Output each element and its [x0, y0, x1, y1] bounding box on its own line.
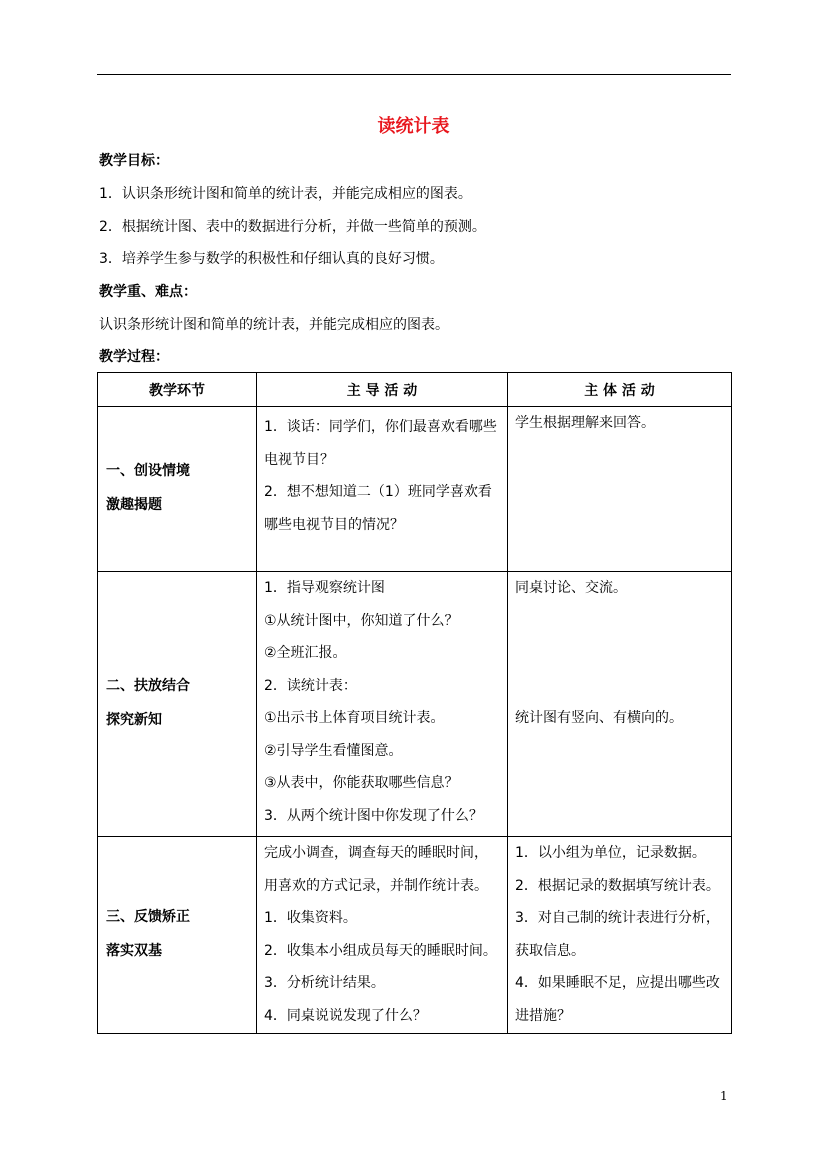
table-row: [98, 837, 732, 1034]
column-header-teacher: 主 导 活 动: [257, 373, 508, 407]
key-points-text: 认识条形统计图和简单的统计表，并能完成相应的图表。: [99, 317, 449, 333]
teacher-activity-line: 哪些电视节目的情况？: [264, 516, 404, 533]
teacher-activity-line: ②引导学生看懂图意。: [264, 742, 403, 759]
lesson-table: [97, 372, 732, 1034]
teacher-activity-cell: [257, 407, 508, 572]
table-row: [98, 407, 732, 572]
stage-cell: [98, 837, 257, 1034]
stage-line: 激趣揭题: [106, 497, 162, 513]
teacher-activity-line: 1．谈话：同学们，你们最喜欢看哪些: [264, 419, 497, 435]
stage-cell: [98, 572, 257, 837]
objective-item: 1．认识条形统计图和简单的统计表，并能完成相应的图表。: [99, 186, 472, 202]
student-activity-line: 2．根据记录的数据填写统计表。: [515, 877, 720, 894]
stage-line: 二、扶放结合: [106, 678, 190, 694]
student-activity-cell: [508, 837, 732, 1034]
student-activity-line: 3．对自己制的统计表进行分析，: [515, 910, 720, 926]
student-activity-line: 进措施？: [515, 1007, 571, 1024]
teacher-activity-line: ①从统计图中，你知道了什么？: [264, 612, 459, 629]
teacher-activity-line: ②全班汇报。: [264, 645, 347, 661]
column-header-stage: 教学环节: [98, 373, 257, 407]
stage-line: 落实双基: [106, 943, 162, 959]
teacher-activity-line: ①出示书上体育项目统计表。: [264, 710, 445, 726]
key-points-heading: 教学重、难点：: [99, 284, 197, 300]
teacher-activity-line: 3．从两个统计图中你发现了什么？: [264, 807, 483, 824]
teacher-activity-line: 1．收集资料。: [264, 910, 357, 926]
student-activity-cell: [508, 407, 732, 572]
teacher-activity-line: 2．读统计表：: [264, 677, 357, 694]
student-activity-line: 学生根据理解来回答。: [515, 415, 655, 431]
table-row: [98, 572, 732, 837]
student-activity-cell: [508, 572, 732, 837]
teacher-activity-cell: [257, 572, 508, 837]
student-activity-line: 同桌讨论、交流。: [515, 580, 627, 596]
stage-line: 探究新知: [106, 712, 162, 728]
teacher-activity-cell: [257, 837, 508, 1034]
student-activity-line: 统计图有竖向、有横向的。: [515, 710, 683, 726]
column-header-student: 主 体 活 动: [508, 373, 732, 407]
teacher-activity-line: 电视节目？: [264, 451, 334, 468]
objective-item: 3．培养学生参与数学的积极性和仔细认真的良好习惯。: [99, 251, 444, 267]
teacher-activity-line: 4．同桌说说发现了什么？: [264, 1007, 427, 1024]
stage-line: 一、创设情境: [106, 463, 190, 479]
stage-line: 三、反馈矫正: [106, 909, 190, 925]
teacher-activity-line: 1．指导观察统计图: [264, 580, 385, 596]
process-heading: 教学过程：: [99, 349, 169, 365]
teacher-activity-line: 2．收集本小组成员每天的睡眠时间。: [264, 942, 497, 959]
teacher-activity-line: 用喜欢的方式记录，并制作统计表。: [264, 877, 488, 894]
teacher-activity-line: 3．分析统计结果。: [264, 975, 385, 991]
teacher-activity-line: ③从表中，你能获取哪些信息？: [264, 775, 459, 791]
objectives-heading: 教学目标：: [99, 153, 169, 169]
header-rule: [97, 74, 731, 75]
stage-cell: [98, 407, 257, 572]
page-number: 1: [720, 1089, 728, 1103]
teacher-activity-line: 完成小调查，调查每天的睡眠时间，: [264, 845, 488, 861]
objective-item: 2．根据统计图、表中的数据进行分析，并做一些简单的预测。: [99, 219, 486, 235]
table-header-row: [98, 373, 732, 407]
page-title: 读统计表: [377, 116, 450, 137]
teacher-activity-line: 2．想不想知道二（1）班同学喜欢看: [264, 484, 492, 500]
student-activity-line: 4．如果睡眠不足，应提出哪些改: [515, 975, 720, 991]
student-activity-line: 1．以小组为单位，记录数据。: [515, 845, 706, 861]
student-activity-line: 获取信息。: [515, 942, 585, 959]
